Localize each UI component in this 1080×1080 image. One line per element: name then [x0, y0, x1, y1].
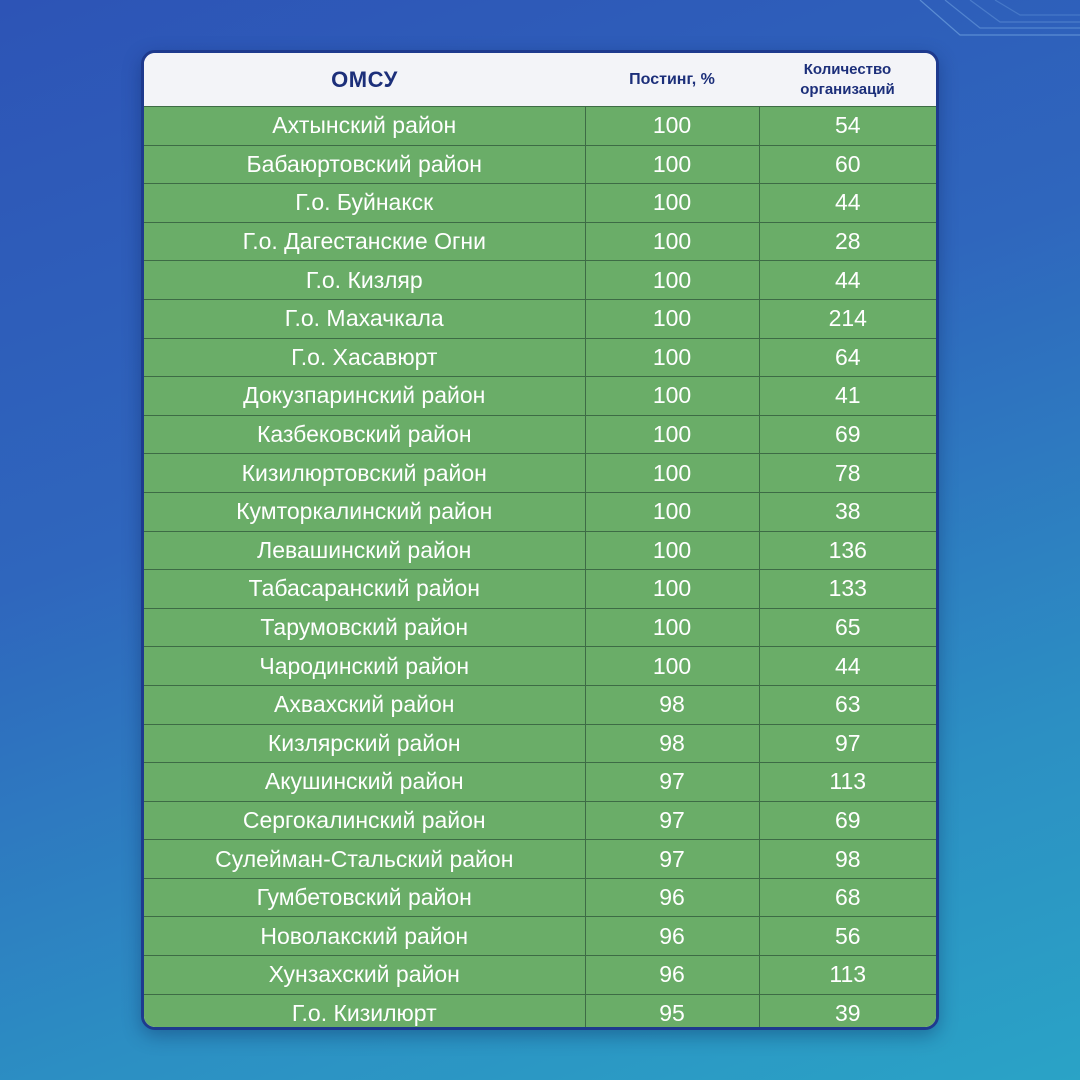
- cell-omsu-name: Г.о. Дагестанские Огни: [144, 222, 585, 261]
- cell-count: 44: [759, 647, 936, 686]
- cell-omsu-name: Бабаюртовский район: [144, 145, 585, 184]
- cell-posting: 96: [585, 917, 759, 956]
- table-header: [144, 53, 936, 107]
- cell-omsu-name: Г.о. Кизляр: [144, 261, 585, 300]
- cell-omsu-name: Ахтынский район: [144, 107, 585, 146]
- cell-posting: 98: [585, 685, 759, 724]
- cell-posting: 100: [585, 608, 759, 647]
- cell-omsu-name: Хунзахский район: [144, 956, 585, 995]
- table-row: [144, 917, 936, 956]
- table-row: [144, 415, 936, 454]
- table-row: [144, 107, 936, 146]
- cell-omsu-name: Тарумовский район: [144, 608, 585, 647]
- cell-count: 56: [759, 917, 936, 956]
- table-row: [144, 608, 936, 647]
- table-row: [144, 299, 936, 338]
- header-omsu: ОМСУ: [144, 53, 585, 107]
- cell-omsu-name: Г.о. Махачкала: [144, 299, 585, 338]
- cell-count: 68: [759, 878, 936, 917]
- cell-omsu-name: Сулейман-Стальский район: [144, 840, 585, 879]
- cell-count: 97: [759, 724, 936, 763]
- cell-posting: 95: [585, 994, 759, 1030]
- cell-count: 54: [759, 107, 936, 146]
- cell-count: 44: [759, 184, 936, 223]
- cell-posting: 100: [585, 377, 759, 416]
- cell-count: 64: [759, 338, 936, 377]
- cell-posting: 100: [585, 492, 759, 531]
- cell-count: 133: [759, 570, 936, 609]
- cell-omsu-name: Г.о. Кизилюрт: [144, 994, 585, 1030]
- cell-omsu-name: Докузпаринский район: [144, 377, 585, 416]
- cell-posting: 98: [585, 724, 759, 763]
- cell-count: 214: [759, 299, 936, 338]
- cell-count: 38: [759, 492, 936, 531]
- cell-omsu-name: Гумбетовский район: [144, 878, 585, 917]
- cell-count: 41: [759, 377, 936, 416]
- cell-posting: 100: [585, 531, 759, 570]
- table-row: [144, 685, 936, 724]
- table-row: [144, 840, 936, 879]
- cell-omsu-name: Г.о. Хасавюрт: [144, 338, 585, 377]
- table-row: [144, 145, 936, 184]
- cell-omsu-name: Акушинский район: [144, 763, 585, 802]
- cell-posting: 100: [585, 454, 759, 493]
- cell-omsu-name: Кизилюртовский район: [144, 454, 585, 493]
- cell-omsu-name: Кизлярский район: [144, 724, 585, 763]
- table-row: [144, 377, 936, 416]
- cell-posting: 100: [585, 299, 759, 338]
- cell-posting: 100: [585, 107, 759, 146]
- cell-omsu-name: Кумторкалинский район: [144, 492, 585, 531]
- cell-posting: 96: [585, 956, 759, 995]
- header-count-line2: организаций: [800, 80, 895, 98]
- table-row: [144, 763, 936, 802]
- cell-count: 65: [759, 608, 936, 647]
- table-row: [144, 570, 936, 609]
- cell-posting: 97: [585, 801, 759, 840]
- cell-count: 28: [759, 222, 936, 261]
- table-row: [144, 647, 936, 686]
- table-row: [144, 222, 936, 261]
- cell-posting: 100: [585, 338, 759, 377]
- table-row: [144, 878, 936, 917]
- table-row: [144, 184, 936, 223]
- cell-posting: 97: [585, 763, 759, 802]
- cell-posting: 100: [585, 222, 759, 261]
- header-row: [144, 53, 936, 107]
- table-row: [144, 994, 936, 1030]
- header-posting: Постинг, %: [585, 53, 759, 107]
- table-row: [144, 801, 936, 840]
- cell-count: 60: [759, 145, 936, 184]
- header-count-line1: Количество: [803, 60, 892, 78]
- omsu-table-card: [141, 50, 939, 1030]
- cell-posting: 100: [585, 415, 759, 454]
- cell-posting: 97: [585, 840, 759, 879]
- cell-count: 113: [759, 956, 936, 995]
- table-row: [144, 338, 936, 377]
- cell-posting: 100: [585, 184, 759, 223]
- cell-omsu-name: Сергокалинский район: [144, 801, 585, 840]
- header-count: [759, 53, 936, 107]
- table-row: [144, 956, 936, 995]
- cell-count: 63: [759, 685, 936, 724]
- table-row: [144, 261, 936, 300]
- cell-count: 69: [759, 415, 936, 454]
- cell-omsu-name: Чародинский район: [144, 647, 585, 686]
- cell-posting: 100: [585, 261, 759, 300]
- cell-omsu-name: Г.о. Буйнакск: [144, 184, 585, 223]
- cell-count: 39: [759, 994, 936, 1030]
- omsu-posting-table: [144, 53, 936, 1030]
- cell-omsu-name: Казбековский район: [144, 415, 585, 454]
- cell-posting: 96: [585, 878, 759, 917]
- cell-count: 98: [759, 840, 936, 879]
- cell-count: 69: [759, 801, 936, 840]
- cell-omsu-name: Левашинский район: [144, 531, 585, 570]
- table-row: [144, 454, 936, 493]
- cell-omsu-name: Новолакский район: [144, 917, 585, 956]
- cell-posting: 100: [585, 145, 759, 184]
- table-row: [144, 531, 936, 570]
- cell-posting: 100: [585, 570, 759, 609]
- table-row: [144, 724, 936, 763]
- table-row: [144, 492, 936, 531]
- cell-count: 44: [759, 261, 936, 300]
- cell-count: 136: [759, 531, 936, 570]
- cell-count: 78: [759, 454, 936, 493]
- table-body: [144, 107, 936, 1031]
- cell-posting: 100: [585, 647, 759, 686]
- cell-omsu-name: Табасаранский район: [144, 570, 585, 609]
- cell-count: 113: [759, 763, 936, 802]
- cell-omsu-name: Ахвахский район: [144, 685, 585, 724]
